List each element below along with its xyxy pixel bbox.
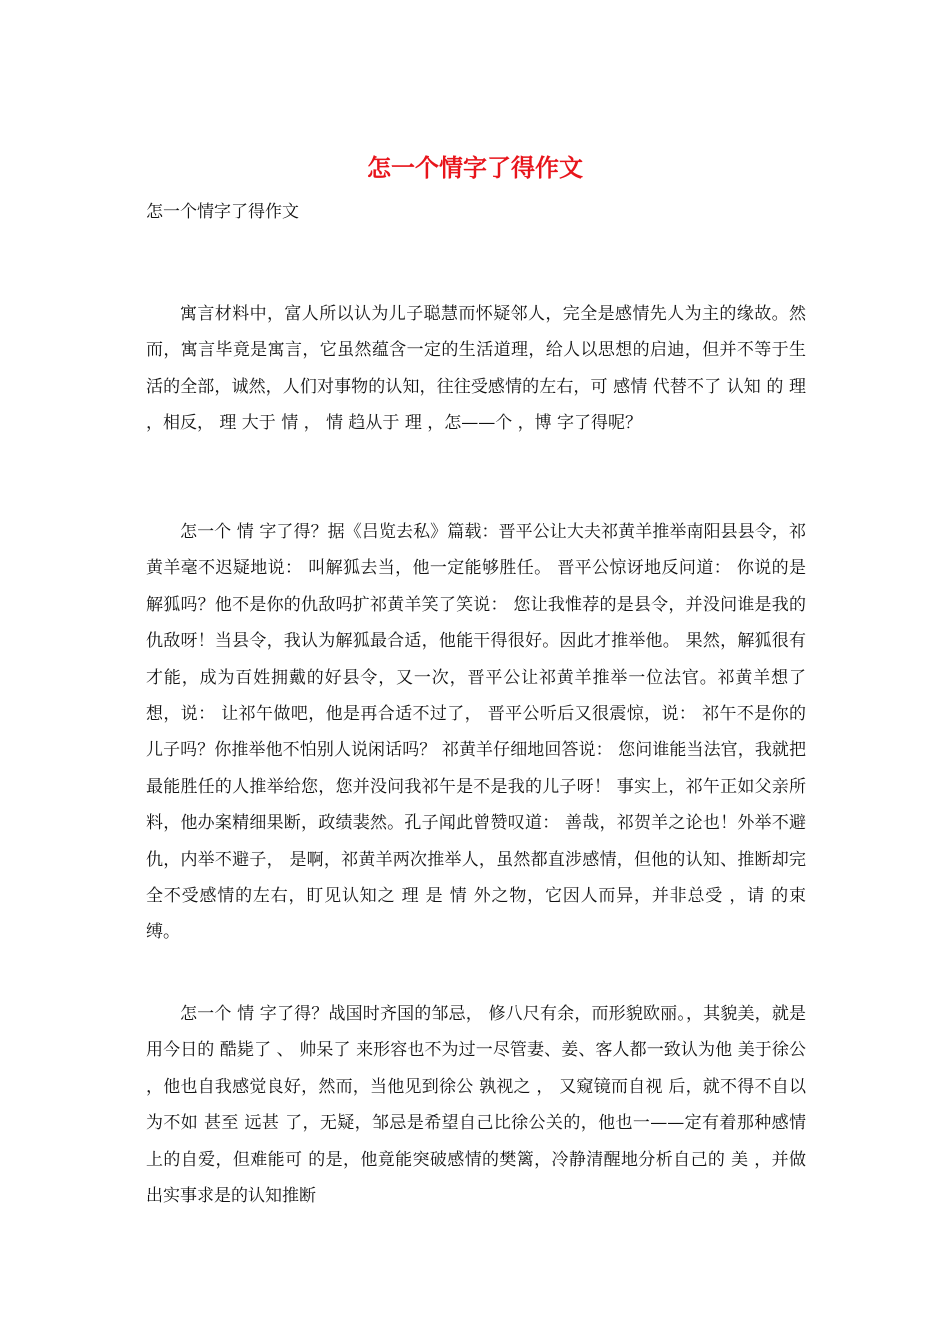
document-title: 怎一个情字了得作文	[367, 153, 583, 182]
body-paragraph: 怎一个 情 字了得？战国时齐国的邹忌， 修八尺有余，而形貌欧丽。，其貌美，就是用今日的 酷毙了 、 帅呆了 来形容也不为过一尽管妻、姜、客人都一致认为他 美于徐公 ，他也自我感觉良好，然而，当他见到徐公 孰视之 ， 又窥镜而自视 后，就不得不自以为不如 甚至 远甚 了，无疑，邹忌是希望自己比徐公关的，他也一——定有着那种感情上的自爱，但难能可 的是，他竟能突破感情的樊篱，冷静清醒地分析自己的 美 ，并做出实事求是的认知推断	[146, 1004, 806, 1207]
body-paragraph: 寓言材料中，富人所以认为儿子聪慧而怀疑邻人，完全是感情先人为主的缘故。然而，寓言毕竟是寓言，它虽然蕴含一定的生活道理，给人以思想的启迪，但并不等于生活的全部，诚然，人们对事物的认知，往往受感情的左右，可 感情 代替不了 认知 的 理 ，相反， 理 大于 情 ， 情 趋从于 理 ，怎——个 ，博 字了得呢？	[146, 304, 806, 434]
document-subtitle: 怎一个情字了得作文	[146, 202, 299, 222]
body-paragraph: 怎一个 情 字了得？据《吕览去私》篇载：晋平公让大夫祁黄羊推举南阳县县令，祁黄羊毫不迟疑地说： 叫解狐去当，他一定能够胜任。 晋平公惊讶地反问道： 你说的是解狐吗？他不是你的仇敌吗扩祁黄羊笑了笑说： 您让我惟荐的是县令，并没问谁是我的仇敌呀！当县令，我认为解狐最合适，他能干得很好。因此才推举他。 果然，解狐很有才能，成为百姓拥戴的好县令，又一次，晋平公让祁黄羊推举一位法官。祁黄羊想了想，说： 让祁午做吧，他是再合适不过了， 晋平公听后又很震惊，说： 祁午不是你的儿子吗？你推举他不怕别人说闲话吗？ 祁黄羊仔细地回答说： 您问谁能当法官，我就把最能胜任的人推举给您，您并没问我祁午是不是我的儿子呀！ 事实上，祁午正如父亲所料，他办案精细果断，政绩裴然。孔子闻此曾赞叹道： 善哉，祁贺羊之论也！外举不避仇，内举不避子， 是啊，祁黄羊两次推举人，虽然都直涉感情，但他的认知、推断却完全不受感情的左右，盯见认知之 理 是 情 外之物，它因人而异，并非总受 ，请 的束缚。	[146, 522, 806, 943]
